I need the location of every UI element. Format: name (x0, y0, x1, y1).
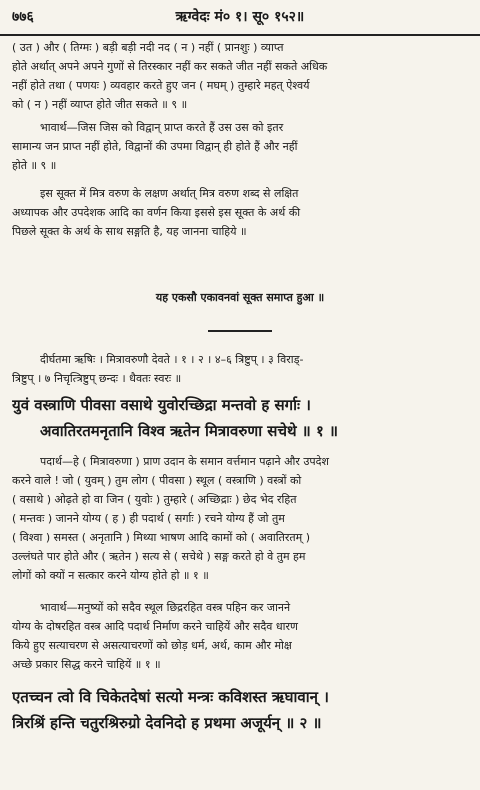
mantra-2 (12, 684, 468, 736)
text-line: ( उत ) और ( तिग्मः ) बड़ी बड़ी नदी नद ( न ) नहीं ( प्रानशुः ) व्याप्त (12, 41, 284, 54)
sukta-conclusion: यह एकसौ एकावनवां सूक्त समाप्त हुआ ॥ (155, 291, 325, 304)
mantra-1 (12, 392, 468, 444)
padarth-verse-1 (12, 452, 468, 585)
text-line: त्रिष्टुप् । ७ निचृत्त्रिष्टुप् छन्दः । धैवतः स्वरः ॥ (12, 372, 182, 385)
text-line: ( वसाथे ) ओढ़ते हो वा जिन ( युवोः ) तुम्हारे ( अच्छिद्राः ) छेद भेद रहित (12, 493, 297, 506)
text-line: पदार्थ—हे ( मित्रावरुणा ) प्राण उदान के समान वर्त्तमान पढ़ाने और उपदेश (40, 455, 329, 468)
sukta-intro (12, 350, 468, 388)
page-header (0, 0, 480, 36)
text-line: होते ॥ ९ ॥ (12, 159, 57, 172)
text-line: ( मन्तवः ) जानने योग्य ( ह ) ही पदार्थ ( सर्गाः ) रचने योग्य हैं जो तुम (12, 512, 285, 525)
text-line: भावार्थ—जिस जिस को विद्वान् प्राप्त करते हैं उस उस को इतर (40, 121, 284, 134)
text-line: पिछले सूक्त के अर्थ के साथ सङ्गति है, यह जानना चाहिये ॥ (12, 225, 247, 238)
text-line: योग्य के दोषरहित वस्त्र आदि पदार्थ निर्माण करने चाहियें और सदैव धारण (12, 620, 298, 633)
text-line: दीर्घतमा ऋषिः । मित्रावरुणौ देवते । १ । २ । ४–६ त्रिष्टुप् । ३ विराड्- (40, 353, 304, 366)
text-line: लोगों को क्यों न सत्कार करने योग्य होते हो ॥ १ ॥ (12, 569, 209, 582)
bhavarth-verse-1 (12, 598, 468, 674)
bhavarth-verse-9 (12, 118, 468, 175)
text-line: अध्यापक और उपदेशक आदि का वर्णन किया इससे इस सूक्त के अर्थ की (12, 206, 301, 219)
text-line: उल्लंघते पार होते और ( ऋतेन ) सत्य से ( सचेथे ) सङ्ग करते हो वे तुम हम (12, 550, 306, 563)
mantra-line: एतच्चन त्वो वि चिकेतदेषां सत्यो मन्त्रः कविशस्त ऋघावान् । (12, 688, 329, 706)
mantra-line: युवं वस्त्राणि पीवसा वसाथे युवोरच्छिद्रा मन्तवो ह सर्गाः । (12, 396, 311, 414)
text-line: भावार्थ—मनुष्यों को सदैव स्थूल छिद्ररहित वस्त्र पहिन कर जानने (40, 601, 291, 614)
paragraph-verse-9-meaning (12, 38, 468, 114)
text-line: होते अर्थात् अपने अपने गुणों से तिरस्कार नहीं कर सकते जीत नहीं सकते अधिक (12, 60, 328, 73)
text-line: सामान्य जन प्राप्त नहीं होते, विद्वानों की उपमा विद्वान् ही होते हैं और नहीं (12, 140, 298, 153)
sukta-summary (12, 184, 468, 241)
text-line: को ( न ) नहीं व्याप्त होते जीत सकते ॥ ९ ॥ (12, 98, 188, 111)
mantra-line: अवातिरतमनृतानि विश्व ऋतेन मित्रावरुणा सचेथे ॥ १ ॥ (40, 422, 338, 440)
text-line: ( विश्वा ) समस्त ( अनृतानि ) मिथ्या भाषण आदि कामों को ( अवातिरतम् ) (12, 531, 311, 544)
section-divider (208, 330, 272, 332)
running-title: ऋग्वेदः मं० १। सू० १५२॥ (175, 9, 305, 25)
text-line: नहीं होते तथा ( पणयः ) व्यवहार करते हुए जन ( मघम् ) तुम्हारे महत् ऐश्वर्य (12, 79, 310, 92)
text-line: अच्छे प्रकार सिद्ध करने चाहियें ॥ १ ॥ (12, 658, 161, 671)
mantra-line: त्रिरश्रिं हन्ति चतुरश्रिरुग्रो देवनिदो ह प्रथमा अजूर्यन् ॥ २ ॥ (12, 714, 322, 732)
page-number: ७७६ (12, 9, 34, 25)
text-line: करने वाले ! जो ( युवम् ) तुम लोग ( पीवसा ) स्थूल ( वस्त्राणि ) वस्त्रों को (12, 474, 302, 487)
text-line: इस सूक्त में मित्र वरुण के लक्षण अर्थात् मित्र वरुण शब्द से लक्षित (40, 187, 299, 200)
text-line: किये हुए सत्याचरण से असत्याचरणों को छोड़ धर्म, अर्थ, काम और मोक्ष (12, 639, 292, 652)
